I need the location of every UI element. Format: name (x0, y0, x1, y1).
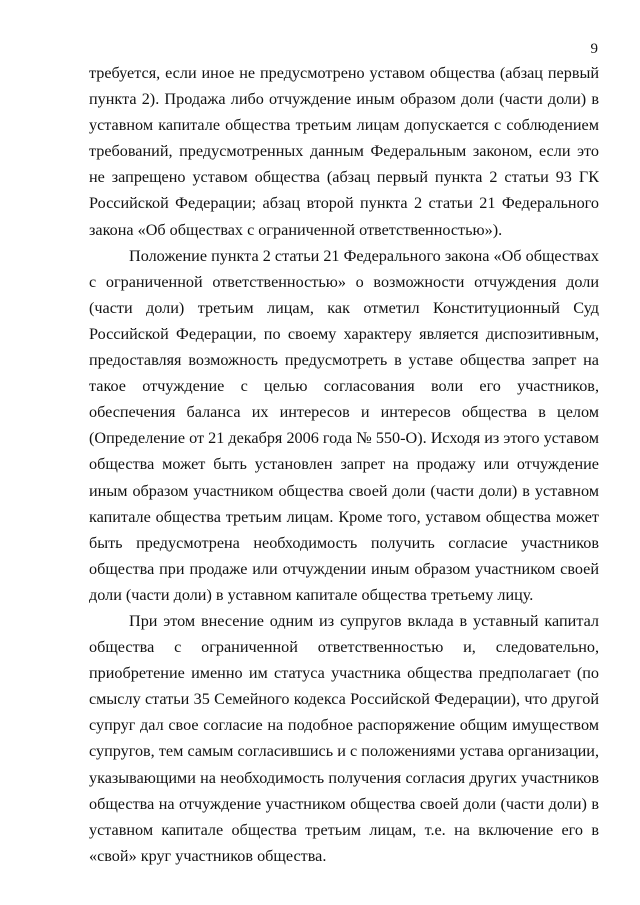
paragraph-continuation: требуется, если иное не предусмотрено уставом общества (абзац первый пункта 2). Продажа либо отчуждение иным образом доли (части доли) в уставном капитале общества третьим лицам допускается с соблюдением требований, предусмотренных данным Федеральным законом, если это не запрещено уставом общества (абзац первый пункта 2 статьи 93 ГК Российской Федерации; абзац второй пункта 2 статьи 21 Федерального закона «Об обществах с ограниченной ответственностью»). (89, 64, 599, 239)
paragraph: Положение пункта 2 статьи 21 Федерального закона «Об обществах с ограниченной ответственностью» о возможности отчуждения доли (части доли) третьим лицам, как отметил Конституционный Суд Российской Федерации, по своему характеру является диспозитивным, предоставляя возможность предусмотреть в уставе общества запрет на такое отчуждение с целью согласования воли его участников, обеспечения баланса их интересов и интересов общества в целом (Определение от 21 декабря 2006 года № 550-О). Исходя из этого уставом общества может быть установлен запрет на продажу или отчуждение иным образом участником общества своей доли (части доли) в уставном капитале общества третьим лицам. Кроме того, уставом общества может быть предусмотрена необходимость получить согласие участников общества при продаже или отчуждении иным образом участником своей доли (части доли) в уставном капитале общества третьему лицу. (89, 246, 599, 604)
paragraph: При этом внесение одним из супругов вклада в уставный капитал общества с ограниченной ответственностью и, следовательно, приобретение именно им статуса участника общества предполагает (по смыслу статьи 35 Семейного кодекса Российской Федерации), что другой супруг дал свое согласие на подобное распоряжение общим имуществом супругов, тем самым согласившись и с положениями устава организации, указывающими на необходимость получения согласия других участников общества на отчуждение участником общества своей доли (части доли) в уставном капитале общества третьим лицам, т.е. на включение его в «свой» круг участников общества. (89, 611, 599, 865)
page-number: 9 (590, 41, 598, 57)
document-body (89, 60, 599, 869)
